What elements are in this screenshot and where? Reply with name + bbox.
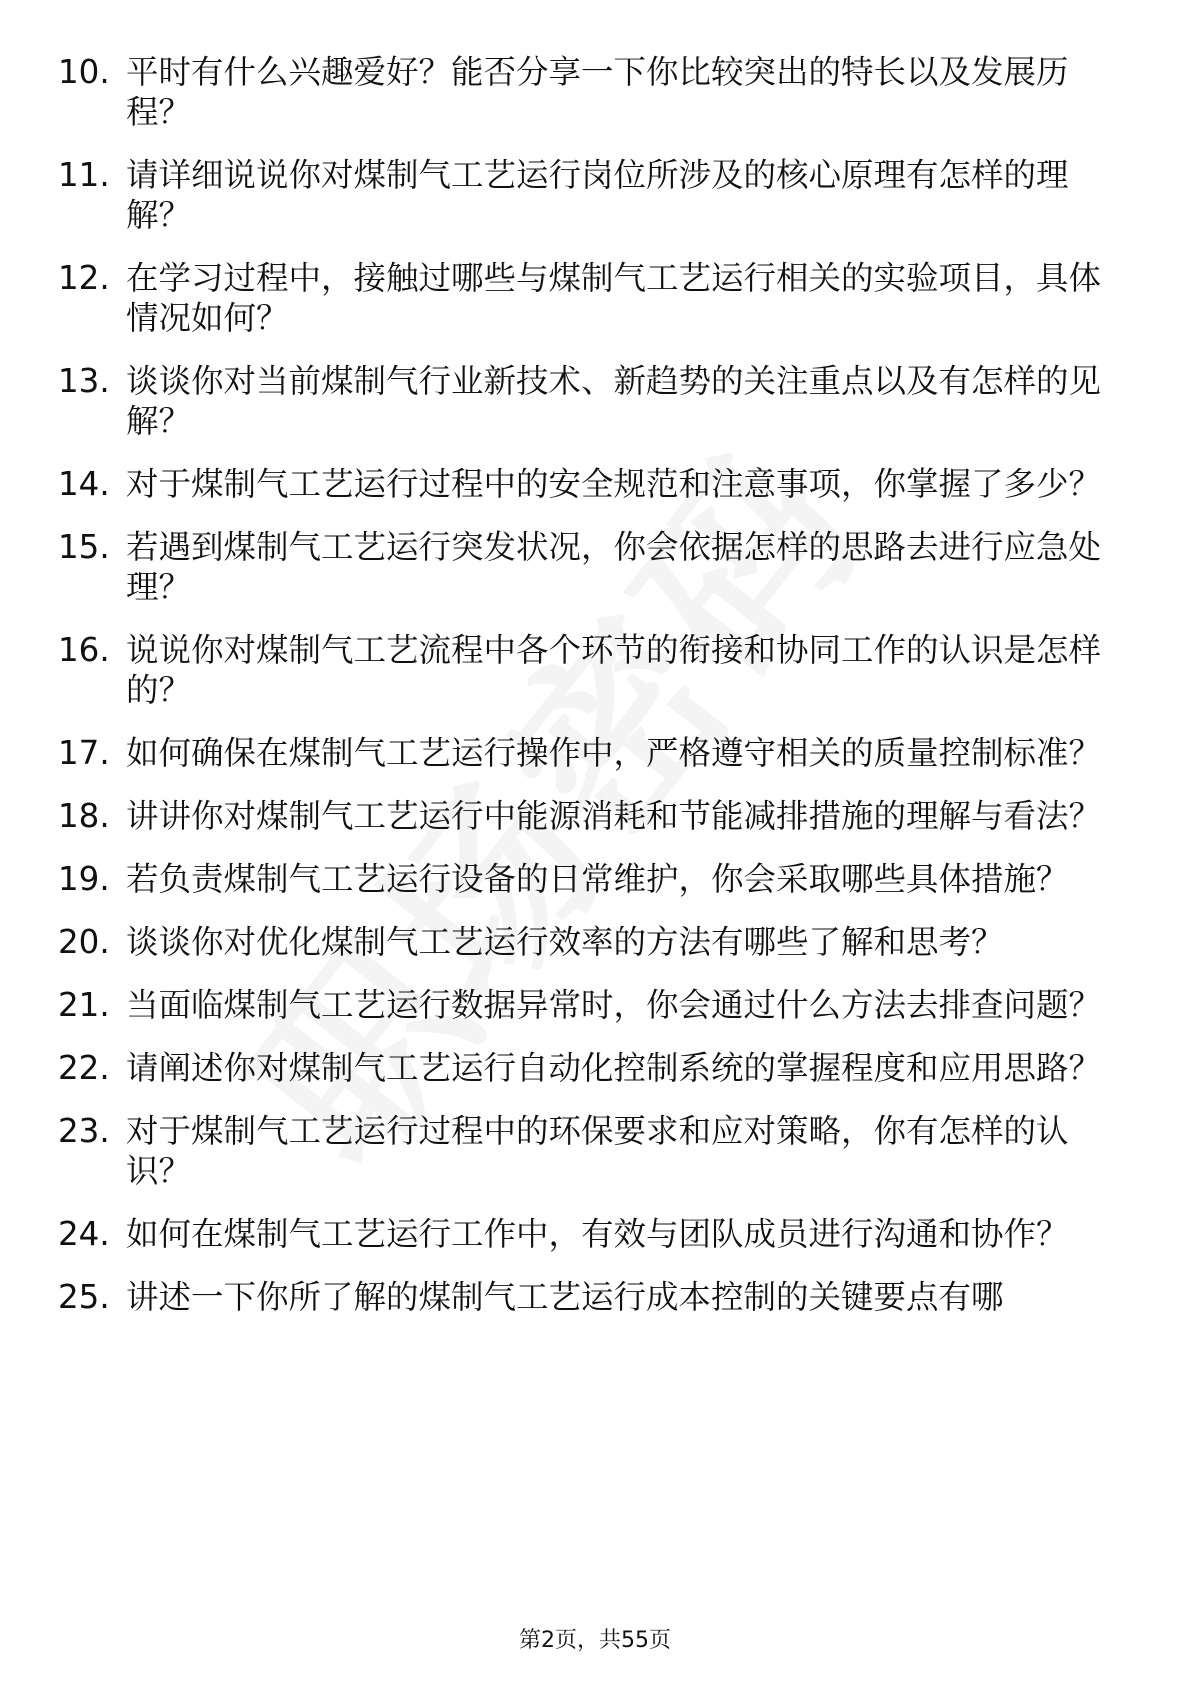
question-item	[58, 527, 1128, 607]
question-number: 16.	[58, 631, 110, 669]
question-number: 24.	[58, 1215, 110, 1253]
question-text: 谈谈你对当前煤制气行业新技术、新趋势的关注重点以及有怎样的见解？	[126, 362, 1102, 440]
question-text: 对于煤制气工艺运行过程中的环保要求和应对策略，你有怎样的认识？	[126, 1112, 1069, 1190]
question-number: 25.	[58, 1278, 110, 1316]
question-number: 10.	[58, 53, 110, 91]
question-item	[58, 985, 1128, 1025]
question-number: 21.	[58, 986, 110, 1024]
question-number: 19.	[58, 860, 110, 898]
question-number: 17.	[58, 734, 110, 772]
page-number-label: 第2页，共55页	[519, 1628, 671, 1653]
question-number: 11.	[58, 156, 110, 194]
question-item	[58, 922, 1128, 962]
question-number: 22.	[58, 1049, 110, 1087]
question-text: 若负责煤制气工艺运行设备的日常维护，你会采取哪些具体措施？	[126, 860, 1069, 898]
question-item	[58, 258, 1128, 338]
question-number: 23.	[58, 1112, 110, 1150]
question-text: 若遇到煤制气工艺运行突发状况，你会依据怎样的思路去进行应急处理？	[126, 528, 1102, 606]
question-text: 如何在煤制气工艺运行工作中，有效与团队成员进行沟通和协作？	[126, 1215, 1069, 1253]
question-text: 当面临煤制气工艺运行数据异常时，你会通过什么方法去排查问题？	[126, 986, 1102, 1024]
question-number: 15.	[58, 528, 110, 566]
question-text: 平时有什么兴趣爱好？能否分享一下你比较突出的特长以及发展历程？	[126, 53, 1069, 131]
question-text: 谈谈你对优化煤制气工艺运行效率的方法有哪些了解和思考？	[126, 923, 1004, 961]
question-item	[58, 733, 1128, 773]
question-text: 讲述一下你所了解的煤制气工艺运行成本控制的关键要点有哪	[126, 1278, 1004, 1316]
question-number: 18.	[58, 797, 110, 835]
question-item	[58, 1277, 1128, 1317]
question-item	[58, 155, 1128, 235]
question-list	[58, 52, 1128, 1340]
question-item	[58, 1048, 1128, 1088]
question-text: 说说你对煤制气工艺流程中各个环节的衔接和协同工作的认识是怎样的？	[126, 631, 1102, 709]
question-text: 在学习过程中，接触过哪些与煤制气工艺运行相关的实验项目，具体情况如何？	[126, 259, 1102, 337]
question-number: 14.	[58, 465, 110, 503]
question-item	[58, 464, 1128, 504]
question-item	[58, 361, 1128, 441]
page-footer	[0, 1623, 1190, 1654]
question-item	[58, 630, 1128, 710]
question-item	[58, 796, 1128, 836]
question-text: 如何确保在煤制气工艺运行操作中，严格遵守相关的质量控制标准？	[126, 734, 1102, 772]
question-item	[58, 1214, 1128, 1254]
question-text: 对于煤制气工艺运行过程中的安全规范和注意事项，你掌握了多少？	[126, 465, 1102, 503]
question-item	[58, 1111, 1128, 1191]
question-text: 讲讲你对煤制气工艺运行中能源消耗和节能减排措施的理解与看法？	[126, 797, 1102, 835]
question-number: 20.	[58, 923, 110, 961]
question-number: 13.	[58, 362, 110, 400]
question-number: 12.	[58, 259, 110, 297]
question-text: 请阐述你对煤制气工艺运行自动化控制系统的掌握程度和应用思路？	[126, 1049, 1102, 1087]
question-item	[58, 52, 1128, 132]
question-item	[58, 859, 1128, 899]
question-text: 请详细说说你对煤制气工艺运行岗位所涉及的核心原理有怎样的理解？	[126, 156, 1069, 234]
